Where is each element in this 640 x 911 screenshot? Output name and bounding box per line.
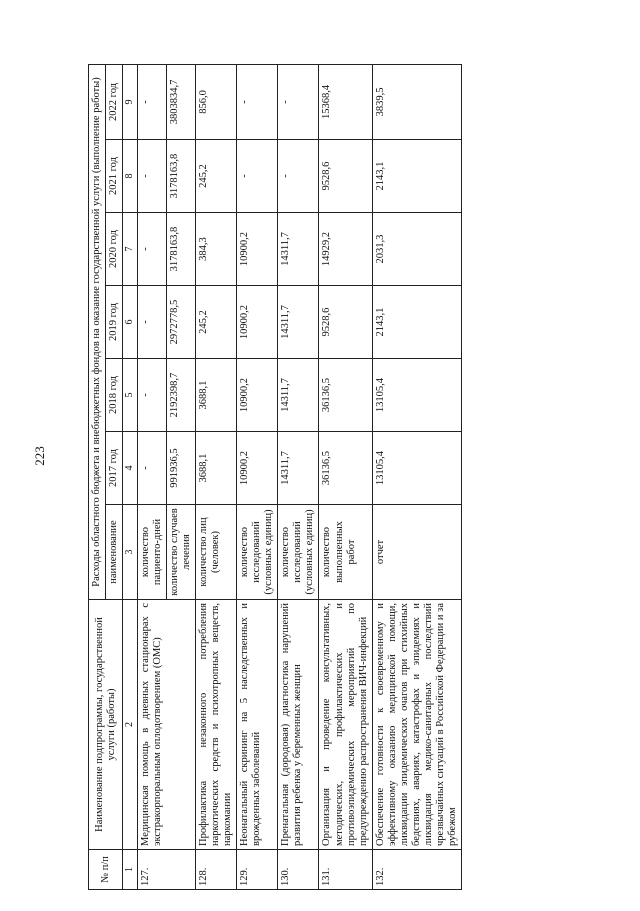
row-unit: количество выполненных работ [319,505,372,600]
value-cell: 856,0 [195,64,236,139]
row-unit: отчет [372,505,461,600]
row-number: 129. [237,850,278,890]
value-cell: 991936,5 [166,432,195,505]
index-cell: 3 [123,505,138,600]
row-unit: количество исследований (условных единиц) [237,505,278,600]
value-cell: 9528,6 [319,286,372,359]
row-name: Пренатальная (дородовая) диагностика нарушений развития ребенка у беременных женщин [278,600,319,850]
table-row [319,64,372,889]
row-name: Профилактика незаконного потребления наркотических средств и психотропных веществ, наркомании [195,600,236,850]
header-year: 2022 год [106,64,123,139]
table-row [372,64,461,889]
header-expenses: Расходы областного бюджета и внебюджетных фондов на оказание государственной услуги (выполнение работы) [89,64,106,599]
row-number: 132. [372,850,461,890]
value-cell: 15368,4 [319,64,372,139]
value-cell: - [137,64,166,139]
table-row [237,64,278,889]
value-cell: 2031,3 [372,213,461,286]
value-cell: 10900,2 [237,359,278,432]
header-year: 2019 год [106,286,123,359]
header-no: № п/п [89,850,123,890]
rotated-table-sheet [88,65,608,890]
page-number: 223 [32,446,47,466]
value-cell: 384,3 [195,213,236,286]
value-cell: 10900,2 [237,213,278,286]
table-row [137,64,166,889]
value-cell: - [137,140,166,213]
table-row [278,64,319,889]
value-cell: 14311,7 [278,359,319,432]
expenses-table [88,64,462,890]
index-cell: 7 [123,213,138,286]
value-cell: 13105,4 [372,432,461,505]
row-name: Обеспечение готовности к своевременному и эффективному оказанию медицинской помощи, ликвидации эпидемических очагов при стихийных бедствиях, авариях, катастрофах и эпидемиях и ликвидация медико-санитарных последствий чрезвычайных ситуаций в Российской Федерации и за рубежом [372,600,461,850]
value-cell: 14311,7 [278,432,319,505]
value-cell: - [237,140,278,213]
header-name: Наименование подпрограммы, государственной услуги (работы) [89,600,123,850]
value-cell: - [278,140,319,213]
row-unit: количество лиц (человек) [195,505,236,600]
row-unit: количество пациенто-дней [137,505,166,600]
header-year: 2020 год [106,213,123,286]
index-cell: 4 [123,432,138,505]
column-index-row [123,64,138,889]
header-unit: наименование [106,505,123,600]
value-cell: 14929,2 [319,213,372,286]
index-cell: 6 [123,286,138,359]
table-row [195,64,236,889]
value-cell: 3839,5 [372,64,461,139]
row-number: 128. [195,850,236,890]
value-cell: 36136,5 [319,432,372,505]
row-unit: количество исследований (условных единиц) [278,505,319,600]
header-year: 2021 год [106,140,123,213]
value-cell: 14311,7 [278,286,319,359]
value-cell: 245,2 [195,140,236,213]
index-cell: 9 [123,64,138,139]
value-cell: 13105,4 [372,359,461,432]
value-cell: 36136,5 [319,359,372,432]
row-unit: количество случаев лечения [166,505,195,600]
index-cell: 2 [123,600,138,850]
value-cell: 2143,1 [372,140,461,213]
value-cell: 3178163,8 [166,140,195,213]
row-number: 130. [278,850,319,890]
value-cell: 10900,2 [237,286,278,359]
row-name: Организация и проведение консультативных, методических, профилактических и противоэпидемических мероприятий по предупреждению распространения ВИЧ-инфекций [319,600,372,850]
index-cell: 8 [123,140,138,213]
header-year: 2017 год [106,432,123,505]
row-name: Медицинская помощь в дневных стационарах с экстракорпоральным оплодотворением (ОМС) [137,600,195,850]
value-cell: 10900,2 [237,432,278,505]
row-name: Неонатальный скрининг на 5 наследственных и врожденных заболеваний [237,600,278,850]
value-cell: 2972778,5 [166,286,195,359]
index-cell: 1 [123,850,138,890]
value-cell: - [278,64,319,139]
index-cell: 5 [123,359,138,432]
value-cell: 3803834,7 [166,64,195,139]
value-cell: - [237,64,278,139]
value-cell: - [137,213,166,286]
value-cell: 3688,1 [195,432,236,505]
value-cell: - [137,432,166,505]
row-number: 127. [137,850,195,890]
header-year: 2018 год [106,359,123,432]
value-cell: 245,2 [195,286,236,359]
value-cell: 14311,7 [278,213,319,286]
row-number: 131. [319,850,372,890]
value-cell: - [137,286,166,359]
value-cell: 3688,1 [195,359,236,432]
value-cell: 3178163,8 [166,213,195,286]
value-cell: - [137,359,166,432]
value-cell: 2143,1 [372,286,461,359]
value-cell: 2192398,7 [166,359,195,432]
value-cell: 9528,6 [319,140,372,213]
